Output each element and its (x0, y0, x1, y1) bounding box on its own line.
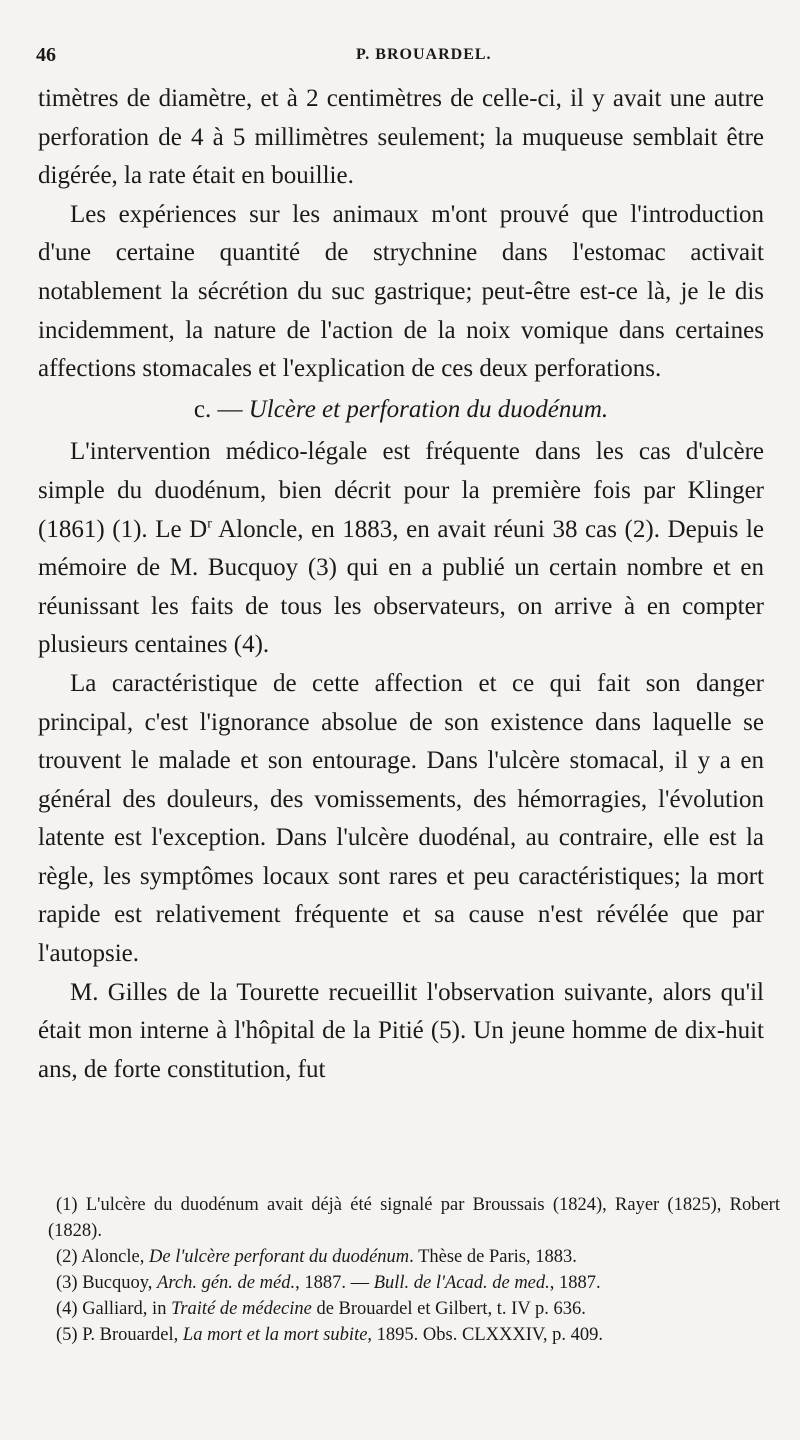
footnote-3-journal-1: Arch. gén. de méd. (157, 1273, 296, 1293)
footnote-2-title: De l'ulcère perforant du duodénum (149, 1247, 410, 1267)
footnote-5-title: La mort et la mort subite (182, 1325, 368, 1345)
footnote-4-title: Traité de médecine (171, 1299, 312, 1319)
footnote-2 (48, 1244, 780, 1270)
footnote-4-rest: de Brouardel et Gilbert, t. IV p. 636. (311, 1299, 586, 1319)
superscript-r: r (207, 516, 212, 532)
footnote-5-author: (5) P. Brouardel, (56, 1325, 183, 1345)
section-letter: c. — (193, 395, 243, 423)
section-title: Ulcère et perforation du duodénum. (248, 395, 609, 423)
footnote-1: (1) L'ulcère du duodénum avait déjà été signalé par Broussais (1824), Rayer (1825), Robert (1828). (48, 1195, 780, 1241)
paragraph-observation: M. Gilles de la Tourette recueillit l'observation suivante, alors qu'il était mon interne à l'hôpital de la Pitié (5). Un jeune homme de dix-huit ans, de forte constitution, fut (38, 978, 764, 1083)
paragraph-intervention-part-a: L'intervention médico-légale est fréquente dans les cas d'ulcère simple du duodénum, bien décrit pour la première fois par Klinger (1861) (1). Le D (38, 438, 764, 543)
footnote-2-rest: . Thèse de Paris, 1883. (409, 1247, 577, 1267)
footnote-5 (48, 1322, 780, 1348)
footnote-5-rest: , 1895. Obs. CLXXXIV, p. 409. (367, 1325, 603, 1345)
paragraph-intervention (38, 433, 764, 665)
footnote-3-author: (3) Bucquoy, (56, 1273, 158, 1293)
section-heading (38, 391, 764, 430)
footnote-3-mid: , 1887. — (295, 1273, 374, 1293)
footnote-4-author: (4) Galliard, in (56, 1299, 172, 1319)
running-head: P. BROUARDEL. (356, 46, 492, 63)
paragraph-intervention-part-b: Aloncle, en 1883, en avait réuni 38 cas (2). Depuis le mémoire de M. Bucquoy (3) qui en a publié un certain nombre et en réunissant les faits de tous les observateurs, on arrive à en compter plusieurs centaines (4). (38, 515, 764, 659)
footnote-3-year: , 1887. (549, 1273, 601, 1293)
footnote-4 (48, 1296, 780, 1322)
footnote-3 (48, 1270, 780, 1296)
footnotes (48, 1192, 780, 1348)
paragraph-caracteristique: La caractéristique de cette affection et ce qui fait son danger principal, c'est l'ignorance absolue de son existence dans laquelle se trouvent le malade et son entourage. Dans l'ulcère stomacal, il y a en général des douleurs, des vomissements, des hémorragies, l'évolution latente est l'exception. Dans l'ulcère duodénal, au contraire, elle est la règle, les symptômes locaux sont rares et peu caractéristiques; la mort rapide est relativement fréquente et sa cause n'est révélée que par l'autopsie. (38, 669, 764, 968)
page-number: 46 (36, 44, 56, 66)
footnote-2-author: (2) Aloncle, (56, 1247, 149, 1267)
footnote-3-journal-2: Bull. de l'Acad. de med. (373, 1273, 550, 1293)
main-text (38, 80, 764, 1089)
paragraph-experiments: Les expériences sur les animaux m'ont prouvé que l'introduction d'une certaine quantité de strychnine dans l'estomac activait notablement la sécrétion du suc gastrique; peut-être est-ce là, je le dis incidemment, la nature de l'action de la noix vomique dans certaines affections stomacales et l'explication de ces deux perforations. (38, 200, 764, 383)
page-header (36, 44, 776, 74)
paragraph-continued: timètres de diamètre, et à 2 centimètres de celle-ci, il y avait une autre perforation de 4 à 5 millimètres seulement; la muqueuse semblait être digérée, la rate était en bouillie. (38, 85, 764, 190)
